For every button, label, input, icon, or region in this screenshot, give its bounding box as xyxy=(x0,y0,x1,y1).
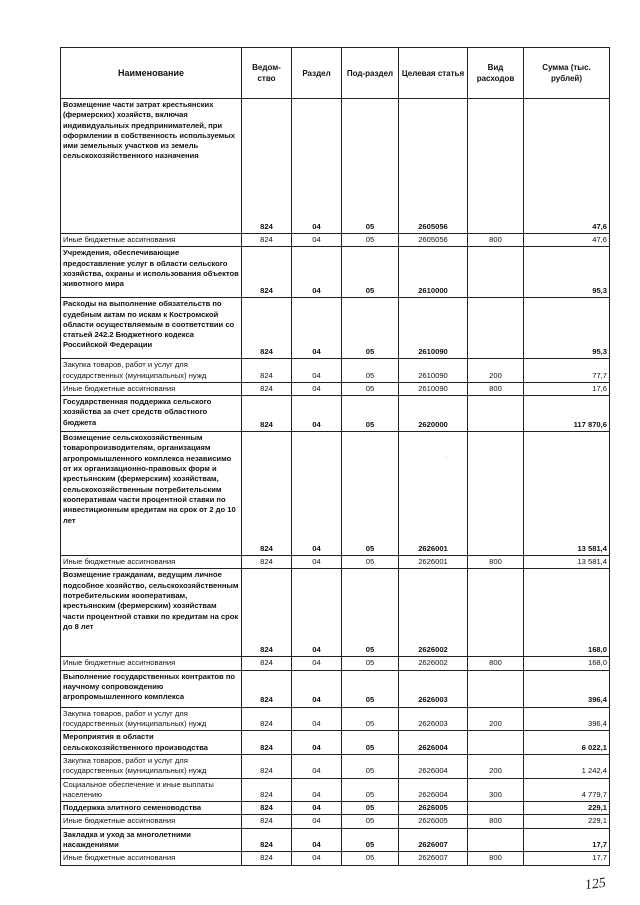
table-row xyxy=(61,432,610,556)
cell-kind xyxy=(468,828,524,852)
cell-subsection: 05 xyxy=(342,99,399,234)
cell-dept: 824 xyxy=(242,670,292,707)
cell-sum: 396,4 xyxy=(524,670,610,707)
cell-name: Закупка товаров, работ и услуг для государственных (муниципальных) нужд xyxy=(61,707,242,731)
cell-subsection: 05 xyxy=(342,396,399,432)
cell-dept: 824 xyxy=(242,852,292,865)
cell-section: 04 xyxy=(292,670,342,707)
cell-target: 2626001 xyxy=(399,432,468,556)
cell-section: 04 xyxy=(292,382,342,395)
cell-sum: 47,6 xyxy=(524,99,610,234)
cell-section: 04 xyxy=(292,778,342,802)
cell-name: Государственная поддержка сельского хозяйства за счет средств областного бюджета xyxy=(61,396,242,432)
table-row xyxy=(61,754,610,778)
cell-name: Иные бюджетные ассигнования xyxy=(61,382,242,395)
cell-dept: 824 xyxy=(242,754,292,778)
cell-subsection: 05 xyxy=(342,802,399,815)
cell-section: 04 xyxy=(292,657,342,670)
header-section: Раздел xyxy=(292,48,342,99)
cell-name: Закупка товаров, работ и услуг для государственных (муниципальных) нужд xyxy=(61,754,242,778)
cell-section: 04 xyxy=(292,828,342,852)
cell-subsection: 05 xyxy=(342,556,399,569)
cell-subsection: 05 xyxy=(342,815,399,828)
cell-target: 2626003 xyxy=(399,707,468,731)
cell-section: 04 xyxy=(292,247,342,298)
table-row xyxy=(61,731,610,755)
cell-kind xyxy=(468,432,524,556)
cell-target: 2610090 xyxy=(399,382,468,395)
cell-name: Иные бюджетные ассигнования xyxy=(61,234,242,247)
cell-section: 04 xyxy=(292,707,342,731)
cell-subsection: 05 xyxy=(342,298,399,359)
cell-sum: 17,6 xyxy=(524,382,610,395)
cell-subsection: 05 xyxy=(342,707,399,731)
table-row xyxy=(61,670,610,707)
cell-section: 04 xyxy=(292,298,342,359)
cell-target: 2610090 xyxy=(399,298,468,359)
cell-dept: 824 xyxy=(242,396,292,432)
cell-sum: 229,1 xyxy=(524,815,610,828)
cell-sum: 168,0 xyxy=(524,657,610,670)
cell-subsection: 05 xyxy=(342,828,399,852)
table-row xyxy=(61,569,610,657)
table-row xyxy=(61,707,610,731)
cell-subsection: 05 xyxy=(342,754,399,778)
cell-dept: 824 xyxy=(242,247,292,298)
cell-name: Социальное обеспечение и иные выплаты населению xyxy=(61,778,242,802)
budget-table xyxy=(60,47,610,866)
cell-kind: 800 xyxy=(468,815,524,828)
cell-target: 2626002 xyxy=(399,657,468,670)
cell-kind xyxy=(468,99,524,234)
cell-sum: 6 022,1 xyxy=(524,731,610,755)
cell-sum: 168,0 xyxy=(524,569,610,657)
table-row xyxy=(61,396,610,432)
cell-kind xyxy=(468,298,524,359)
cell-section: 04 xyxy=(292,359,342,383)
header-target: Целевая статья xyxy=(399,48,468,99)
cell-name: Иные бюджетные ассигнования xyxy=(61,815,242,828)
cell-sum: 13 581,4 xyxy=(524,556,610,569)
table-row xyxy=(61,234,610,247)
cell-subsection: 05 xyxy=(342,731,399,755)
cell-sum: 229,1 xyxy=(524,802,610,815)
cell-section: 04 xyxy=(292,802,342,815)
cell-section: 04 xyxy=(292,556,342,569)
cell-sum: 13 581,4 xyxy=(524,432,610,556)
cell-subsection: 05 xyxy=(342,432,399,556)
table-row xyxy=(61,852,610,865)
cell-subsection: 05 xyxy=(342,670,399,707)
cell-name: Закупка товаров, работ и услуг для государственных (муниципальных) нужд xyxy=(61,359,242,383)
header-sum: Сумма (тыс. рублей) xyxy=(524,48,610,99)
cell-target: 2626007 xyxy=(399,852,468,865)
table-row xyxy=(61,359,610,383)
cell-kind: 800 xyxy=(468,556,524,569)
cell-name: Иные бюджетные ассигнования xyxy=(61,556,242,569)
cell-name: Расходы на выполнение обязательств по судебным актам по искам к Костромской области осуществляемым в соответствии со статьей 242.2 Бюджетного кодекса Российской Федерации xyxy=(61,298,242,359)
cell-subsection: 05 xyxy=(342,657,399,670)
cell-kind: 300 xyxy=(468,778,524,802)
table-row xyxy=(61,828,610,852)
cell-subsection: 05 xyxy=(342,852,399,865)
header-kind: Вид расходов xyxy=(468,48,524,99)
cell-dept: 824 xyxy=(242,657,292,670)
cell-sum: 4 779,7 xyxy=(524,778,610,802)
cell-section: 04 xyxy=(292,569,342,657)
cell-name: Иные бюджетные ассигнования xyxy=(61,657,242,670)
cell-sum: 396,4 xyxy=(524,707,610,731)
table-row xyxy=(61,99,610,234)
cell-target: 2626002 xyxy=(399,569,468,657)
cell-sum: 17,7 xyxy=(524,852,610,865)
cell-subsection: 05 xyxy=(342,778,399,802)
table-row xyxy=(61,778,610,802)
cell-kind: 200 xyxy=(468,359,524,383)
cell-target: 2605056 xyxy=(399,99,468,234)
cell-subsection: 05 xyxy=(342,234,399,247)
cell-sum: 17,7 xyxy=(524,828,610,852)
cell-target: 2626003 xyxy=(399,670,468,707)
table-row xyxy=(61,247,610,298)
cell-sum: 77,7 xyxy=(524,359,610,383)
cell-section: 04 xyxy=(292,396,342,432)
cell-name: Поддержка элитного семеноводства xyxy=(61,802,242,815)
table-body xyxy=(61,99,610,866)
cell-dept: 824 xyxy=(242,382,292,395)
cell-section: 04 xyxy=(292,852,342,865)
table-row xyxy=(61,802,610,815)
header-row xyxy=(61,48,610,99)
cell-subsection: 05 xyxy=(342,247,399,298)
cell-kind: 200 xyxy=(468,707,524,731)
cell-target: 2620000 xyxy=(399,396,468,432)
header-name: Наименование xyxy=(61,48,242,99)
cell-dept: 824 xyxy=(242,234,292,247)
cell-dept: 824 xyxy=(242,556,292,569)
cell-dept: 824 xyxy=(242,815,292,828)
cell-dept: 824 xyxy=(242,731,292,755)
cell-kind xyxy=(468,396,524,432)
cell-section: 04 xyxy=(292,99,342,234)
cell-section: 04 xyxy=(292,432,342,556)
cell-target: 2610000 xyxy=(399,247,468,298)
cell-name: Мероприятия в области сельскохозяйственного производства xyxy=(61,731,242,755)
cell-sum: 95,3 xyxy=(524,298,610,359)
cell-name: Иные бюджетные ассигнования xyxy=(61,852,242,865)
cell-kind: 800 xyxy=(468,234,524,247)
cell-subsection: 05 xyxy=(342,569,399,657)
cell-dept: 824 xyxy=(242,298,292,359)
cell-target: 2610090 xyxy=(399,359,468,383)
cell-name: Возмещение гражданам, ведущим личное подсобное хозяйство, сельскохозяйственным потребительским кооперативам, крестьянским (фермерским) хозяйствам части процентной ставки по кредитам на срок до 8 лет xyxy=(61,569,242,657)
cell-target: 2626007 xyxy=(399,828,468,852)
cell-kind: 800 xyxy=(468,852,524,865)
table-row xyxy=(61,382,610,395)
cell-target: 2626004 xyxy=(399,731,468,755)
cell-subsection: 05 xyxy=(342,359,399,383)
cell-dept: 824 xyxy=(242,802,292,815)
header-dept: Ведом-ство xyxy=(242,48,292,99)
cell-kind: 200 xyxy=(468,754,524,778)
cell-target: 2626004 xyxy=(399,778,468,802)
cell-name: Учреждения, обеспечивающие предоставление услуг в области сельского хозяйства, охраны и использования объектов животного мира xyxy=(61,247,242,298)
cell-kind: 800 xyxy=(468,382,524,395)
cell-sum: 117 870,6 xyxy=(524,396,610,432)
cell-dept: 824 xyxy=(242,778,292,802)
cell-section: 04 xyxy=(292,815,342,828)
cell-sum: 47,6 xyxy=(524,234,610,247)
table-row xyxy=(61,556,610,569)
cell-kind xyxy=(468,247,524,298)
cell-subsection: 05 xyxy=(342,382,399,395)
cell-name: Закладка и уход за многолетними насаждениями xyxy=(61,828,242,852)
cell-name: Возмещение части затрат крестьянских (фермерских) хозяйств, включая индивидуальных предпринимателей, при оформлении в собственность используемых ими земельных участков из земель сельскохозяйственного назначения xyxy=(61,99,242,234)
cell-sum: 95,3 xyxy=(524,247,610,298)
cell-kind: 800 xyxy=(468,657,524,670)
header-subsection: Под-раздел xyxy=(342,48,399,99)
cell-dept: 824 xyxy=(242,359,292,383)
cell-name: Возмещение сельскохозяйственным товаропроизводителям, организациям агропромышленного комплекса независимо от их организационно-правовых форм и крестьянским (фермерским) хозяйствам, сельскохозяйственным потребительским кооперативам части процентной ставки по инвестиционным кредитам на срок от 2 до 10 лет xyxy=(61,432,242,556)
cell-kind xyxy=(468,731,524,755)
table-row xyxy=(61,657,610,670)
cell-kind xyxy=(468,670,524,707)
cell-target: 2605056 xyxy=(399,234,468,247)
cell-name: Выполнение государственных контрактов по научному сопровождению агропромышленного комплекса xyxy=(61,670,242,707)
cell-target: 2626005 xyxy=(399,815,468,828)
table-row xyxy=(61,298,610,359)
cell-dept: 824 xyxy=(242,828,292,852)
cell-target: 2626004 xyxy=(399,754,468,778)
page-number: 125 xyxy=(583,875,607,894)
cell-section: 04 xyxy=(292,754,342,778)
cell-dept: 824 xyxy=(242,569,292,657)
cell-target: 2626005 xyxy=(399,802,468,815)
cell-kind xyxy=(468,569,524,657)
cell-kind xyxy=(468,802,524,815)
cell-target: 2626001 xyxy=(399,556,468,569)
cell-section: 04 xyxy=(292,234,342,247)
cell-dept: 824 xyxy=(242,707,292,731)
cell-dept: 824 xyxy=(242,432,292,556)
table-row xyxy=(61,815,610,828)
cell-section: 04 xyxy=(292,731,342,755)
cell-sum: 1 242,4 xyxy=(524,754,610,778)
scan-mark: · xyxy=(445,454,448,461)
cell-dept: 824 xyxy=(242,99,292,234)
